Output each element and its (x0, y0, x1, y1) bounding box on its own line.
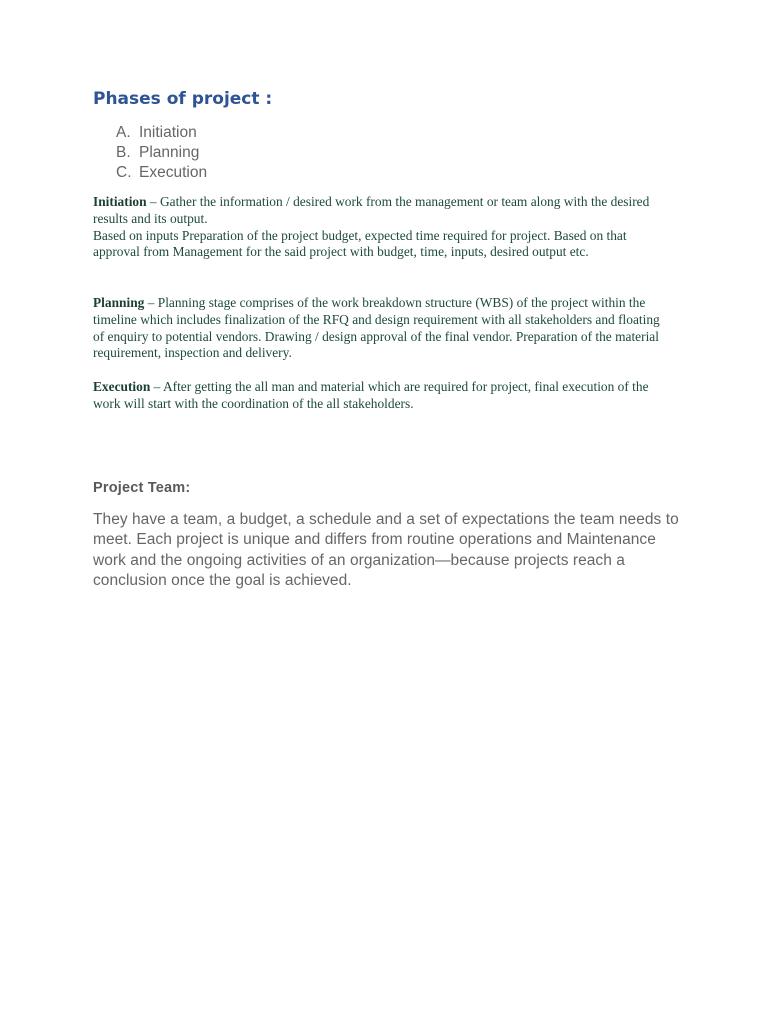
page-title: Phases of project : (93, 89, 273, 109)
planning-term: Planning (93, 295, 145, 310)
term-separator: – (146, 194, 160, 209)
initiation-term: Initiation (93, 194, 147, 209)
list-item (116, 123, 207, 143)
list-item-label: Planning (139, 144, 200, 161)
list-item-label: Execution (139, 164, 208, 181)
project-team-text: They have a team, a budget, a schedule and a set of expectations the team needs to meet. Each project is unique and differs from routine operations and Maintenance work and the ongoing activities of an organization—because projects reach a conclusion once the goal is achieved. (93, 511, 679, 590)
phase-list (116, 123, 207, 183)
project-team-heading: Project Team: (93, 480, 191, 496)
initiation-text-line2: Based on inputs Preparation of the project budget, expected time required for project. Based on that approval from Management for the said project with budget, time, inputs, desired output etc. (93, 227, 627, 260)
execution-paragraph (93, 379, 673, 413)
list-marker: B. (116, 144, 131, 161)
execution-text: After getting the all man and material which are required for project, final execution of the work will start with the coordination of the all stakeholders. (93, 379, 649, 411)
planning-text: Planning stage comprises of the work breakdown structure (WBS) of the project within the timeline which includes finalization of the RFQ and design requirement with all stakeholders and floating of enquiry to potential vendors. Drawing / design approval of the final vendor. Preparation of the material requirement, inspection and delivery. (93, 295, 660, 361)
execution-term: Execution (93, 379, 151, 394)
term-separator: – (144, 295, 158, 310)
list-marker: A. (116, 124, 131, 141)
initiation-paragraph (93, 194, 673, 261)
term-separator: – (150, 379, 163, 394)
list-marker: C. (116, 164, 132, 181)
list-item (116, 163, 207, 183)
list-item-label: Initiation (139, 124, 197, 141)
initiation-text-line1: Gather the information / desired work from the management or team along with the desired results and its output. (93, 194, 650, 226)
planning-paragraph (93, 295, 673, 362)
list-item (116, 143, 207, 163)
